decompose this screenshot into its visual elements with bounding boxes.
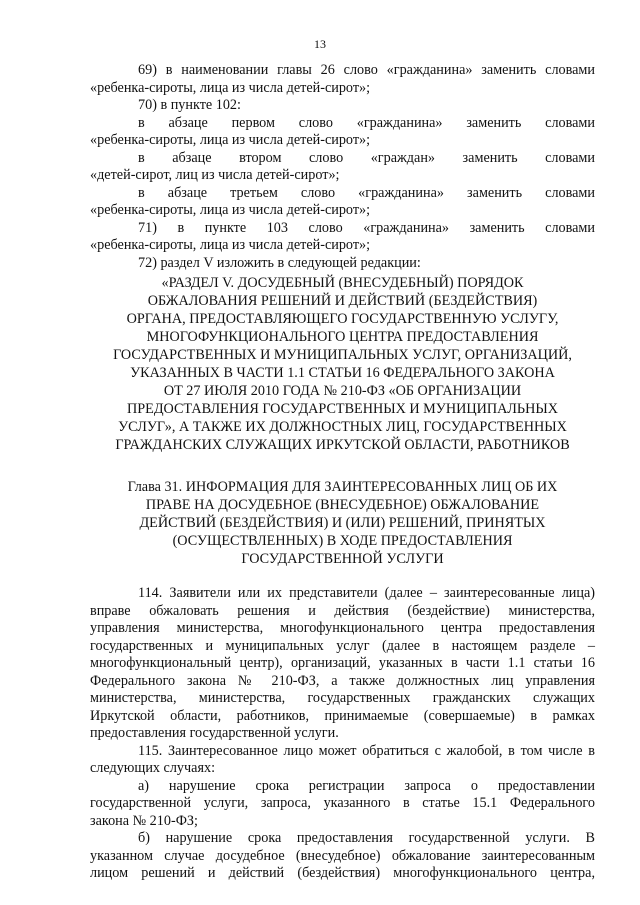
- text-line: а) нарушение срока регистрации запроса о предоставлении: [138, 777, 595, 794]
- text-line: указанном случае досудебное (внесудебное) обжалование заинтересованным: [90, 847, 595, 864]
- text-line: «ребенка-сироты, лица из числа детей-сирот»;: [90, 79, 371, 96]
- amendment-list: [90, 62, 595, 272]
- text-line: 69) в наименовании главы 26 слово «гражданина» заменить словами: [138, 62, 595, 78]
- text-line: 71) в пункте 103 слово «гражданина» заменить словами: [138, 219, 595, 236]
- text-line: государственных и муниципальных услуг (далее в настоящем разделе –: [90, 637, 595, 654]
- heading-line: ГРАЖДАНСКИХ СЛУЖАЩИХ ИРКУТСКОЙ ОБЛАСТИ, РАБОТНИКОВ: [115, 437, 570, 453]
- chapter-heading: [90, 478, 595, 568]
- text-line: министерства, министерства, государственных гражданских служащих: [90, 690, 595, 706]
- text-line: 72) раздел V изложить в следующей редакции:: [138, 254, 421, 271]
- text-line: в абзаце втором слово «граждан» заменить словами: [138, 149, 595, 166]
- text-line: Федерального закона № 210-ФЗ, а также должностных лиц управления: [90, 672, 595, 689]
- text-line: лицом решений и действий (бездействия) многофункционального центра,: [90, 865, 595, 881]
- heading-line: ОТ 27 ИЮЛЯ 2010 ГОДА № 210-ФЗ «ОБ ОРГАНИЗАЦИИ: [163, 383, 522, 399]
- text-line: вправе обжаловать решения и действия (бездействие) министерства,: [90, 602, 595, 619]
- heading-line: ПРЕДОСТАВЛЕНИЯ ГОСУДАРСТВЕННЫХ И МУНИЦИПАЛЬНЫХ: [127, 401, 558, 417]
- text-line: государственной услуги, запроса, указанного в статье 15.1 Федерального: [90, 795, 595, 811]
- text-line: многофункциональный центр), организаций, указанных в части 1.1 статьи 16: [90, 655, 595, 671]
- text-line: «ребенка-сироты, лица из числа детей-сирот»;: [90, 237, 371, 253]
- heading-line: ГОСУДАРСТВЕННЫХ И МУНИЦИПАЛЬНЫХ УСЛУГ, ОРГАНИЗАЦИЙ,: [113, 347, 572, 363]
- heading-line: ОРГАНА, ПРЕДОСТАВЛЯЮЩЕГО ГОСУДАРСТВЕННУЮ УСЛУГУ,: [126, 311, 559, 327]
- text-line: «ребенка-сироты, лица из числа детей-сирот»;: [90, 132, 371, 148]
- heading-line: УСЛУГ», А ТАКЖЕ ИХ ДОЛЖНОСТНЫХ ЛИЦ, ГОСУДАРСТВЕННЫХ: [118, 419, 567, 435]
- section-heading: [90, 274, 595, 454]
- heading-line: Глава 31. ИНФОРМАЦИЯ ДЛЯ ЗАИНТЕРЕСОВАННЫХ ЛИЦ ОБ ИХ: [127, 479, 558, 495]
- text-line: 115. Заинтересованное лицо может обратиться с жалобой, в том числе в: [138, 742, 595, 759]
- text-line: б) нарушение срока предоставления государственной услуги. В: [138, 830, 595, 846]
- page-number: 13: [314, 37, 326, 51]
- text-line: «детей-сирот, лиц из числа детей-сирот»;: [90, 167, 340, 183]
- heading-line: МНОГОФУНКЦИОНАЛЬНОГО ЦЕНТРА ПРЕДОСТАВЛЕНИЯ: [146, 329, 539, 345]
- text-line: Иркутской области, работников, принимаемые (совершаемые) в рамках: [90, 707, 595, 724]
- heading-line: ГОСУДАРСТВЕННОЙ УСЛУГИ: [241, 551, 444, 567]
- heading-line: ПРАВЕ НА ДОСУДЕБНОЕ (ВНЕСУДЕБНОЕ) ОБЖАЛОВАНИЕ: [145, 497, 540, 513]
- heading-line: «РАЗДЕЛ V. ДОСУДЕБНЫЙ (ВНЕСУДЕБНЫЙ) ПОРЯДОК: [161, 275, 524, 291]
- heading-line: ОБЖАЛОВАНИЯ РЕШЕНИЙ И ДЕЙСТВИЙ (БЕЗДЕЙСТВИЯ): [147, 293, 538, 309]
- section-body: [90, 585, 595, 883]
- text-line: в абзаце третьем слово «гражданина» заменить словами: [138, 184, 595, 201]
- text-line: 114. Заявители или их представители (далее – заинтересованные лица): [138, 585, 595, 601]
- text-line: предоставления государственной услуги.: [90, 725, 339, 741]
- text-line: следующих случаях:: [90, 760, 216, 776]
- heading-line: ДЕЙСТВИЙ (БЕЗДЕЙСТВИЯ) И (ИЛИ) РЕШЕНИЙ, ПРИНЯТЫХ: [139, 515, 546, 531]
- text-line: 70) в пункте 102:: [138, 97, 241, 113]
- text-line: в абзаце первом слово «гражданина» заменить словами: [138, 114, 595, 131]
- heading-line: УКАЗАННЫХ В ЧАСТИ 1.1 СТАТЬИ 16 ФЕДЕРАЛЬНОГО ЗАКОНА: [130, 365, 555, 381]
- document-body: [90, 62, 595, 883]
- text-line: «ребенка-сироты, лица из числа детей-сирот»;: [90, 202, 371, 218]
- text-line: управления министерства, многофункционального центра предоставления: [90, 620, 595, 636]
- heading-line: (ОСУЩЕСТВЛЕННЫХ) В ХОДЕ ПРЕДОСТАВЛЕНИЯ: [172, 533, 513, 549]
- text-line: закона № 210-ФЗ;: [90, 812, 198, 829]
